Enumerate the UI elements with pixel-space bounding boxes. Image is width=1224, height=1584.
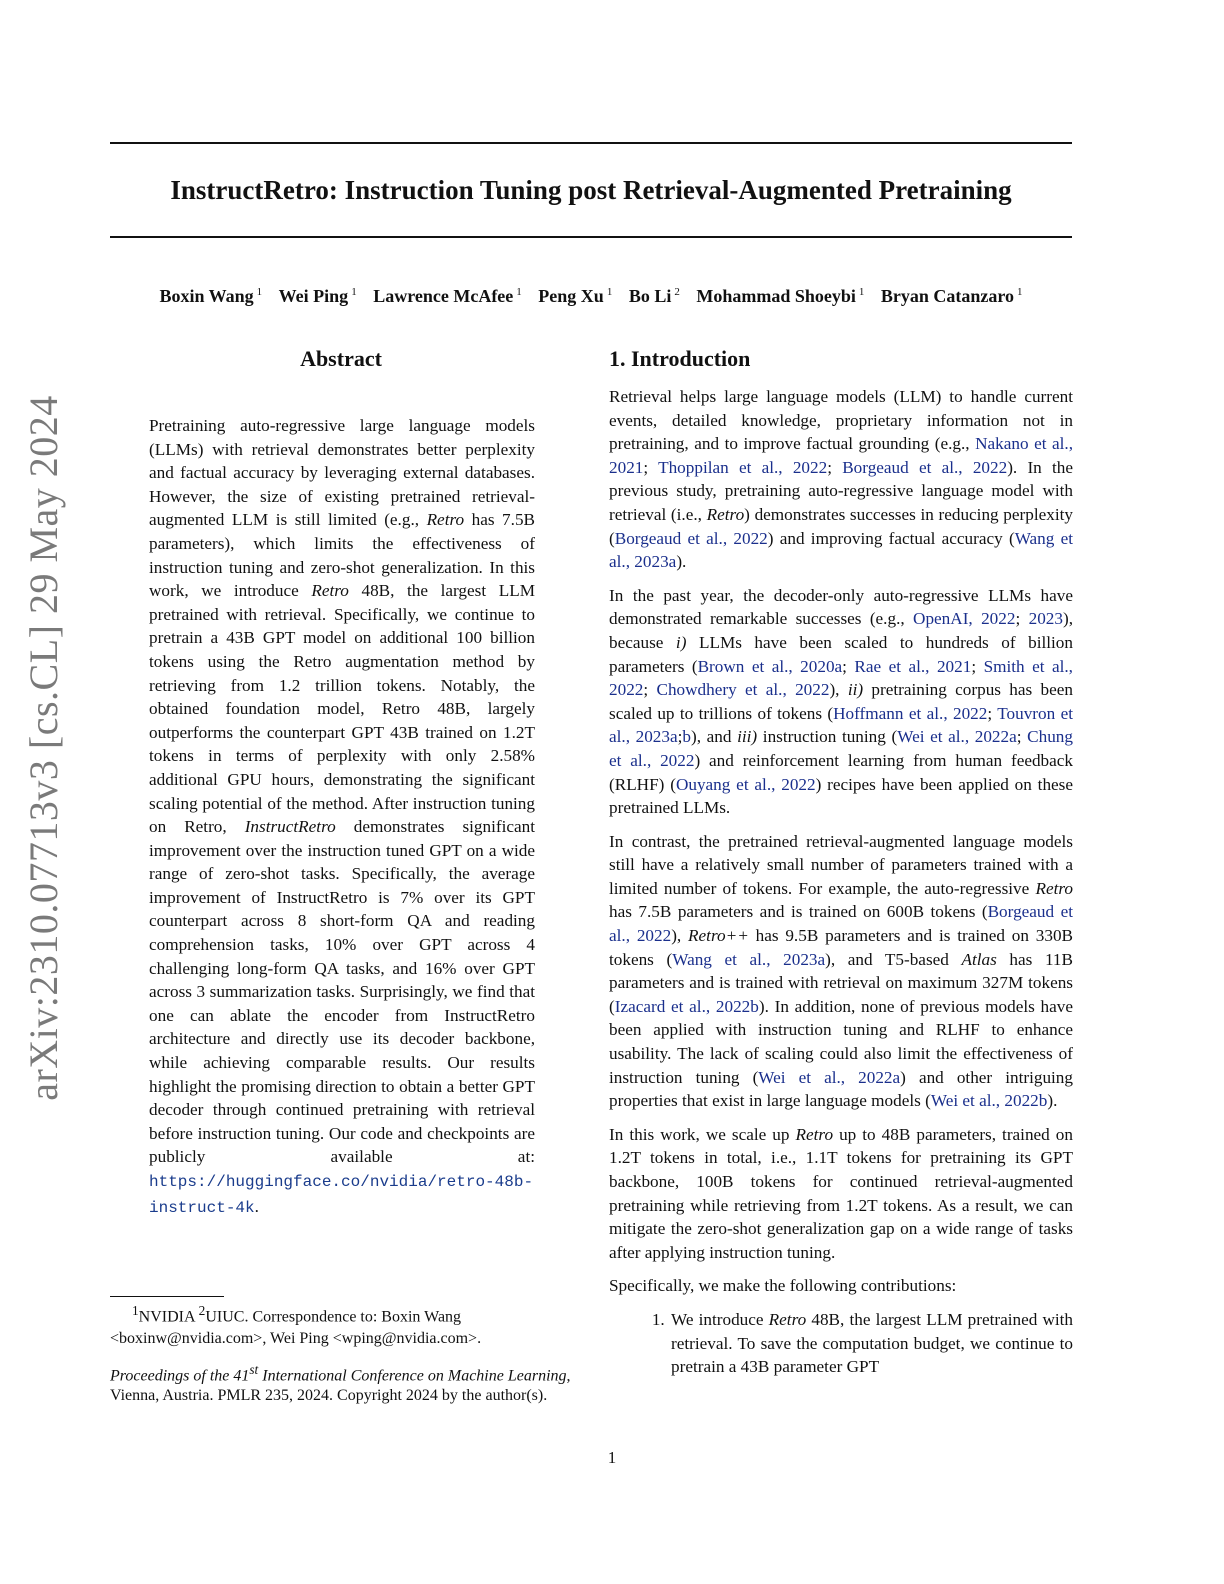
citation-link[interactable]: Chung et al., 2022 (609, 727, 1073, 770)
citation-link[interactable]: Brown et al., 2020a (697, 656, 843, 676)
intro-paragraph: In this work, we scale up Retro up to 48B parameters, trained on 1.2T tokens in total, i.e., 1.1T tokens for pretraining its GPT backbone, 100B tokens for continued retrieval-augmented pretraining while retrieving from 1.2T tokens. As a result, we can mitigate the zero-shot generalization gap on a wide range of tasks after applying instruction tuning. (609, 1124, 1073, 1262)
citation-link[interactable]: Borgeaud et al., 2022 (614, 528, 768, 548)
citation-link[interactable]: Wei et al., 2022b (930, 1091, 1048, 1111)
author: Bo Li $^2$ (628, 286, 680, 306)
author: Mohammad Shoeybi $^1$ (696, 286, 865, 306)
citation-link[interactable]: Borgeaud et al., 2022 (609, 902, 1073, 946)
abstract-heading: Abstract (300, 346, 382, 371)
intro-paragraph: Retrieval helps large language models (LLM) to handle current events, detailed knowledge, proprietary information not in pretraining, and to improve factual grounding (e.g., Nakano et al., 2021; Thoppilan et al., 2022; Borgeaud et al., 2022). In the previous study, pretraining auto-regressive language model with retrieval (i.e., Retro) demonstrates successes in reducing perplexity (Borgeaud et al., 2022) and improving factual accuracy (Wang et al., 2023a). (609, 387, 1073, 572)
citation-link[interactable]: Rae et al., 2021 (854, 656, 972, 676)
proceedings-note: Proceedings of the 41st International Conference on Machine Learning, Vienna, Austria. PMLR 235, 2024. Copyright 2024 by the author(s). (110, 1362, 571, 1405)
author-list (110, 280, 1072, 308)
code-url-link[interactable]: https://huggingface.co/nvidia/retro-48b-instruct-4k (149, 1173, 534, 1217)
intro-paragraph: In contrast, the pretrained retrieval-augmented language models still have a relatively small number of parameters trained with a limited number of tokens. For example, the auto-regressive Retro has 7.5B parameters and is trained on 600B tokens (Borgeaud et al., 2022), Retro++ has 9.5B parameters and is trained on 330B tokens (Wang et al., 2023a), and T5-based Atlas has 11B parameters and is trained with retrieval on maximum 327M tokens (Izacard et al., 2022b). In addition, none of previous models have been applied with instruction tuning and RLHF to enhance usability. The lack of scaling could also limit the effectiveness of instruction tuning (Wei et al., 2022a) and other intriguing properties that exist in large language models (Wei et al., 2022b). (609, 831, 1074, 1111)
citation-link[interactable]: b (682, 727, 692, 747)
list-item: 1. We introduce Retro 48B, the largest LLM pretrained with retrieval. To save the computation budget, we continue to pretrain a 43B parameter GPT (669, 1308, 1073, 1379)
citation-link[interactable]: Thoppilan et al., 2022 (658, 457, 828, 477)
citation-link[interactable]: Wang et al., 2023a (672, 949, 826, 969)
citation-link[interactable]: 2023 (1028, 609, 1063, 629)
citation-link[interactable]: Ouyang et al., 2022 (675, 774, 816, 794)
citation-link[interactable]: Nakano et al., 2021 (609, 434, 1073, 477)
introduction-heading: 1. Introduction (609, 346, 751, 371)
intro-paragraph: In the past year, the decoder-only auto-regressive LLMs have demonstrated remarkable successes (e.g., OpenAI, 2022; 2023), because i) LLMs have been scaled to hundreds of billion parameters (Brown et al., 2020a; Rae et al., 2021; Smith et al., 2022; Chowdhery et al., 2022), ii) pretraining corpus has been scaled up to trillions of tokens (Hoffmann et al., 2022; Touvron et al., 2023a;b), and iii) instruction tuning (Wei et al., 2022a; Chung et al., 2022) and reinforcement learning from human feedback (RLHF) (Ouyang et al., 2022) recipes have been applied on these pretrained LLMs. (609, 585, 1073, 818)
author: Peng Xu $^1$ (538, 286, 613, 306)
contributions-list (609, 1308, 1073, 1379)
author: Wei Ping $^1$ (278, 286, 357, 306)
introduction-body (609, 385, 1073, 1379)
citation-link[interactable]: Wang et al., 2023a (609, 528, 1073, 572)
citation-link[interactable]: Wei et al., 2022a (758, 1067, 901, 1087)
citation-link[interactable]: Borgeaud et al., 2022 (842, 457, 1008, 477)
citation-link[interactable]: Smith et al., 2022 (609, 656, 1073, 700)
title-bottom-rule (110, 236, 1072, 238)
author: Lawrence McAfee $^1$ (373, 286, 522, 306)
citation-link[interactable]: OpenAI, 2022 (913, 609, 1016, 629)
citation-link[interactable]: Chowdhery et al., 2022 (656, 680, 830, 700)
citation-link[interactable]: Touvron et al., 2023a (609, 703, 1073, 747)
citation-link[interactable]: Izacard et al., 2022b (614, 996, 759, 1016)
citation-link[interactable]: Wei et al., 2022a (897, 727, 1017, 747)
affiliation-footnote: $^1$NVIDIA $^2$UIUC. Correspondence to: Boxin Wang <boxinw@nvidia.com>, Wei Ping <wping@nvidia.com>. (110, 1303, 482, 1348)
intro-paragraph: Specifically, we make the following contributions: (609, 1276, 957, 1296)
page-number: 1 (607, 1448, 617, 1467)
footnote-rule (110, 1296, 224, 1297)
author: Bryan Catanzaro $^1$ (880, 286, 1023, 306)
arxiv-identifier-stamp: arXiv:2310.07713v3 [cs.CL] 29 May 2024 (21, 395, 66, 1101)
paper-title: InstructRetro: Instruction Tuning post Retrieval-Augmented Pretraining (170, 175, 1012, 205)
abstract-body: Pretraining auto-regressive large language models (LLMs) with retrieval demonstrates better perplexity and factual accuracy by leveraging external databases. However, the size of existing pretrained retrieval-augmented LLM is still limited (e.g., Retro has 7.5B parameters), which limits the effectiveness of instruction tuning and zero-shot generalization. In this work, we introduce Retro 48B, the largest LLM pretrained with retrieval. Specifically, we continue to pretrain a 43B GPT model on additional 100 billion tokens using the Retro augmentation method by retrieving from 1.2 trillion tokens. Notably, the obtained foundation model, Retro 48B, largely outperforms the counterpart GPT 43B trained on 1.2T tokens in terms of perplexity with only 2.58% additional GPU hours, demonstrating the significant scaling potential of the method. After instruction tuning on Retro, InstructRetro demonstrates significant improvement over the instruction tuned GPT on a wide range of zero-shot tasks. Specifically, the average improvement of InstructRetro is 7% over its GPT counterpart across 8 short-form QA and reading comprehension tasks, 10% over GPT across 4 challenging long-form QA tasks, and 16% over GPT across 3 summarization tasks. Surprisingly, we find that one can ablate the encoder from InstructRetro architecture and directly use its decoder backbone, while achieving comparable results. Our results highlight the promising direction to obtain a better GPT decoder through continued pretraining with retrieval before instruction tuning. Our code and checkpoints are publicly available at: https://huggingface.co/nvidia/retro-48b-instruct-4k. (149, 416, 535, 1217)
citation-link[interactable]: Hoffmann et al., 2022 (833, 703, 988, 723)
author: Boxin Wang $^1$ (159, 286, 263, 306)
title-top-rule (110, 142, 1072, 144)
